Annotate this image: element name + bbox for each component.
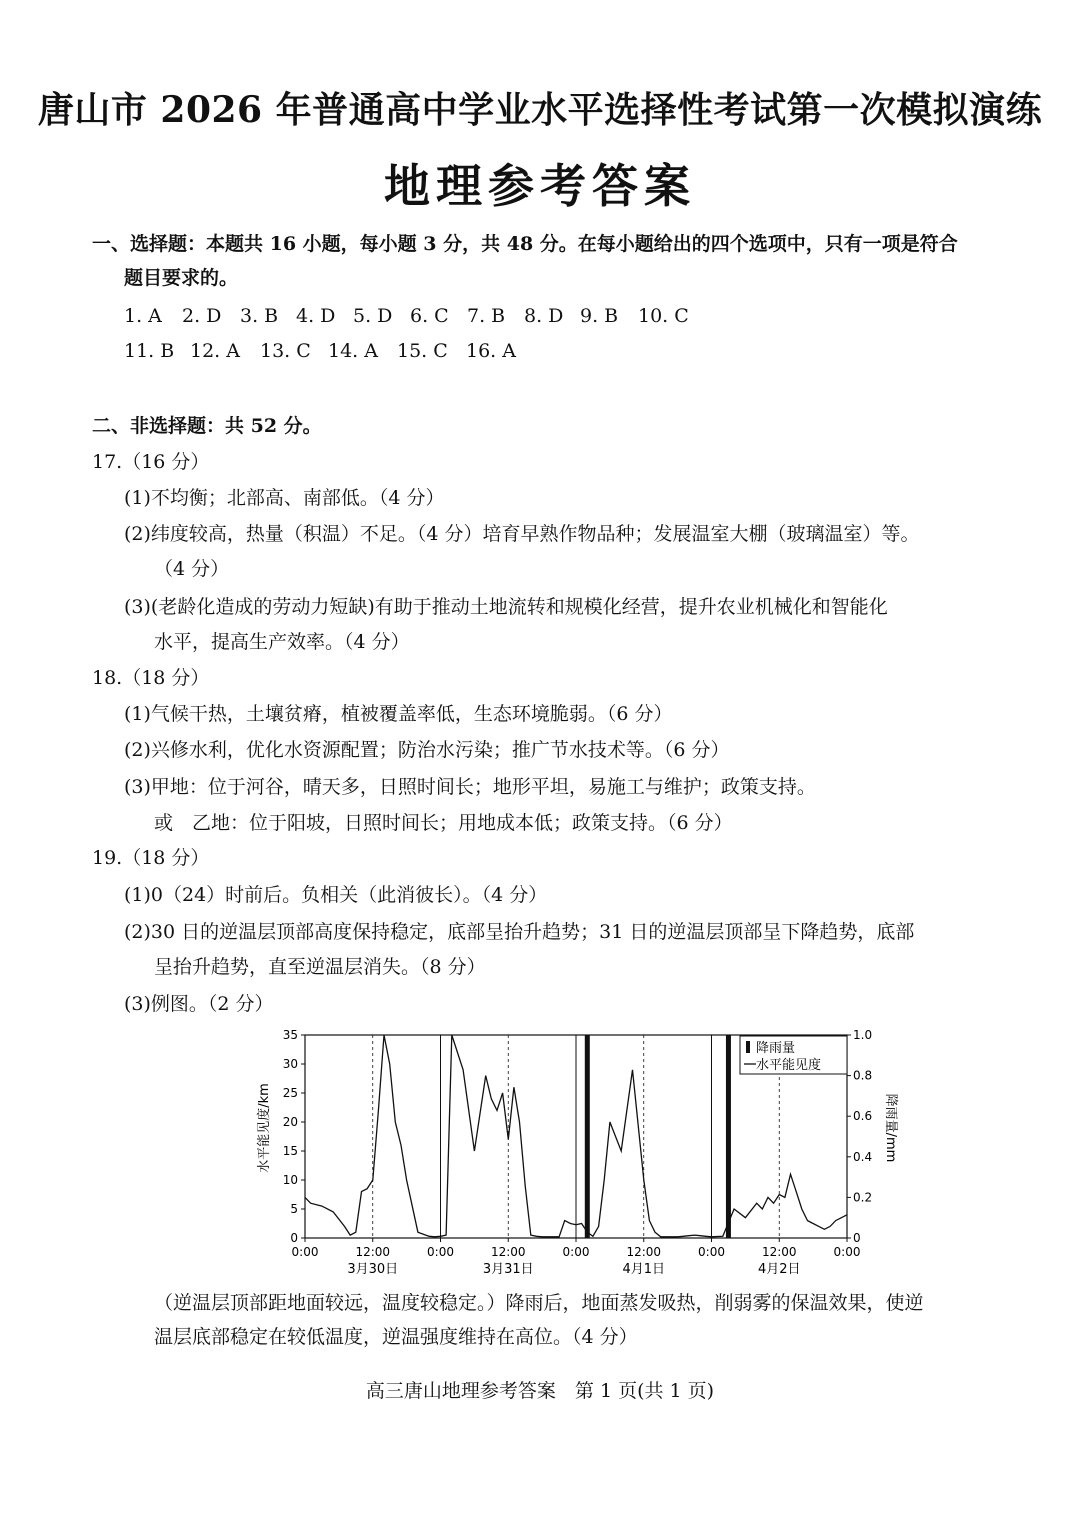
y-axis-label: 水平能见度/km (257, 1083, 272, 1173)
legend-visibility-label: 水平能见度 (756, 1058, 822, 1073)
y-tick-label: 20 (282, 1115, 298, 1129)
answer-item: 6. C (410, 305, 449, 327)
answer-item: 11. B (124, 340, 175, 362)
answer-item: 5. D (353, 305, 393, 327)
y-tick-label: 5 (290, 1202, 298, 1216)
answer-item: 12. A (190, 340, 240, 362)
x-day-label: 4月2日 (757, 1262, 801, 1277)
q18-part2: (2)兴修水利，优化水资源配置；防治水污染；推广节水技术等。（6 分） (124, 739, 730, 761)
section1-heading: 一、选择题：本题共 16 小题，每小题 3 分，共 48 分。在每小题给出的四个选项中，只有一项是符合 (92, 233, 958, 255)
answer-item: 14. A (328, 340, 378, 362)
rainfall-bar (726, 1035, 731, 1238)
x-tick-label: 0:00 (427, 1245, 454, 1259)
y2-tick-label: 0.8 (853, 1068, 873, 1083)
y-tick-label: 0 (290, 1231, 298, 1245)
answer-item: 8. D (524, 305, 564, 327)
y2-axis-label: 降雨量/mm (883, 1093, 898, 1163)
answer-item: 4. D (296, 305, 336, 327)
q19-part4: （逆温层顶部距地面较远，温度较稳定。）降雨后，地面蒸发吸热，削弱雾的保温效果，使逆 (154, 1292, 924, 1314)
x-tick-label: 12:00 (761, 1245, 797, 1259)
y-tick-label: 35 (282, 1028, 298, 1042)
y-tick-label: 15 (282, 1144, 298, 1158)
q19-part2-cont: 呈抬升趋势，直至逆温层消失。（8 分） (154, 956, 486, 978)
y2-tick-label: 0.2 (853, 1190, 873, 1205)
y2-tick-label: 0.6 (853, 1109, 873, 1124)
visibility-rainfall-chart (250, 1020, 898, 1284)
q18-part1: (1)气候干热，土壤贫瘠，植被覆盖率低，生态环境脆弱。（6 分） (124, 703, 673, 725)
q17-part3: (3)(老龄化造成的劳动力短缺)有助于推动土地流转和规模化经营，提升农业机械化和智能化 (124, 596, 888, 618)
x-tick-label: 0:00 (833, 1245, 861, 1259)
q18-part3-alt: 或 乙地：位于阳坡，日照时间长；用地成本低；政策支持。（6 分） (154, 812, 733, 834)
chart-svg (250, 1020, 898, 1280)
q17-part2-cont: （4 分） (154, 558, 230, 580)
q19-part4-cont: 温层底部稳定在较低温度，逆温强度维持在高位。（4 分） (154, 1326, 638, 1348)
answer-item: 1. A (124, 305, 162, 327)
x-day-label: 3月31日 (482, 1262, 534, 1277)
x-tick-label: 12:00 (355, 1245, 391, 1259)
q17-part3-cont: 水平，提高生产效率。（4 分） (154, 631, 410, 653)
y2-tick-label: 1.0 (853, 1028, 873, 1042)
answer-item: 7. B (467, 305, 506, 327)
q17-heading: 17.（16 分） (92, 451, 210, 473)
q17-part2: (2)纬度较高，热量（积温）不足。（4 分）培育早熟作物品种；发展温室大棚（玻璃温室）等。 (124, 523, 920, 545)
exam-title: 唐山市 2026 年普通高中学业水平选择性考试第一次模拟演练 (37, 89, 1043, 131)
q17-part1: (1)不均衡；北部高、南部低。（4 分） (124, 487, 445, 509)
y-tick-label: 10 (282, 1173, 298, 1187)
x-tick-label: 12:00 (490, 1245, 526, 1259)
legend-rainfall-swatch (746, 1041, 750, 1053)
rainfall-bar (585, 1035, 590, 1238)
answer-item: 16. A (466, 340, 516, 362)
answer-item: 9. B (580, 305, 619, 327)
q19-part2: (2)30 日的逆温层顶部高度保持稳定，底部呈抬升趋势；31 日的逆温层顶部呈下降趋势，底部 (124, 921, 915, 943)
y-tick-label: 30 (282, 1057, 298, 1071)
x-tick-label: 0:00 (291, 1245, 319, 1259)
y2-tick-label: 0 (853, 1231, 861, 1245)
q19-heading: 19.（18 分） (92, 847, 210, 869)
x-day-label: 4月1日 (622, 1262, 666, 1277)
y2-tick-label: 0.4 (853, 1149, 873, 1164)
x-tick-label: 12:00 (626, 1245, 662, 1259)
answer-key-title: 地理参考答案 (384, 159, 696, 213)
answer-item: 15. C (397, 340, 448, 362)
q19-part1: (1)0（24）时前后。负相关（此消彼长）。（4 分） (124, 884, 548, 906)
section2-heading: 二、非选择题：共 52 分。 (92, 415, 322, 437)
legend-rainfall-label: 降雨量 (756, 1041, 796, 1056)
answer-item: 10. C (638, 305, 689, 327)
answer-item: 2. D (182, 305, 222, 327)
answer-item: 13. C (260, 340, 311, 362)
x-day-label: 3月30日 (347, 1262, 399, 1277)
section1-heading-cont: 题目要求的。 (124, 267, 239, 289)
q18-heading: 18.（18 分） (92, 667, 210, 689)
y-tick-label: 25 (282, 1086, 298, 1100)
x-tick-label: 0:00 (562, 1245, 590, 1259)
answer-item: 3. B (240, 305, 279, 327)
x-tick-label: 0:00 (698, 1245, 725, 1259)
page-footer: 高三唐山地理参考答案 第 1 页(共 1 页) (365, 1380, 715, 1402)
q18-part3: (3)甲地：位于河谷，晴天多，日照时间长；地形平坦，易施工与维护；政策支持。 (124, 776, 816, 798)
q19-part3: (3)例图。（2 分） (124, 993, 274, 1015)
